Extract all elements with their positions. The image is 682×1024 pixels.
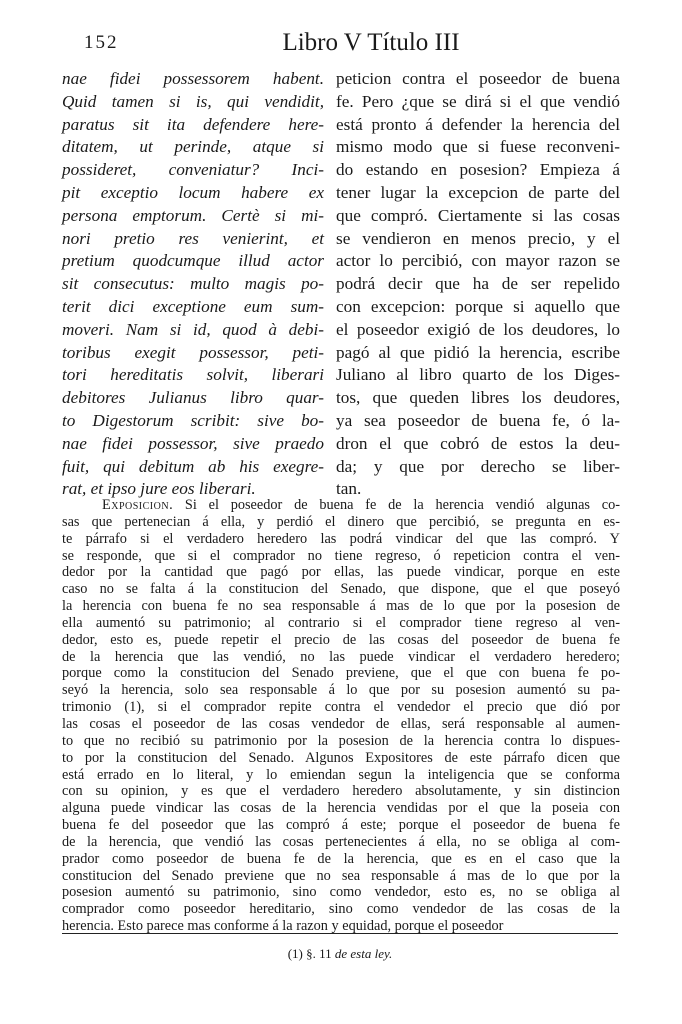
spanish-line: que compró. Ciertamente si las cosas — [336, 205, 620, 225]
latin-line: moveri. Nam si id, quod à debi- — [62, 319, 324, 339]
latin-line: debitores Julianus libro quar- — [62, 388, 324, 408]
footnote-source: de esta ley. — [334, 946, 393, 961]
latin-line: persona emptorum. Certè si mi- — [62, 205, 324, 225]
footnote-divider — [62, 933, 618, 934]
latin-line: terit dici exceptione eum sum- — [62, 296, 324, 316]
spanish-line: actor lo percibió, con mayor razon se — [336, 251, 620, 271]
spanish-line: ya sea poseedor de buena fe, ó la- — [336, 410, 620, 430]
commentary-line: seyó la herencia, solo sea responsable á lo que por su posesion aumentó su pa- — [62, 682, 620, 699]
spanish-line: do estando en posesion? Empieza á — [336, 160, 620, 180]
spanish-line: da; y que por derecho se liber- — [336, 456, 620, 476]
commentary-line: buena fe del poseedor que las compró á este; porque el poseedor de buena fe — [62, 817, 620, 834]
latin-line: to Digestorum scribit: sive bo- — [62, 410, 324, 430]
commentary-block — [62, 497, 620, 935]
page-number: 152 — [84, 32, 119, 53]
commentary-line: dedor, esto es, puede repetir el precio de las cosas del poseedor de buena fe — [62, 631, 620, 648]
latin-line: tori hereditatis solvit, liberari — [62, 365, 324, 385]
commentary-line — [62, 497, 620, 514]
commentary-line: alguna puede vindicar las cosas de la herencia vendidas por el que la poseia con — [62, 800, 620, 817]
latin-line: toribus exegit possessor, peti- — [62, 342, 324, 362]
latin-line: rat, et ipso jure eos liberari. — [62, 479, 256, 499]
latin-text-column — [62, 68, 324, 501]
latin-line: ditatem, ut perinde, atque si — [62, 137, 324, 157]
footnote — [62, 946, 618, 962]
commentary-line: dedor por la cantidad que pagó por ellas, las puede vindicar, porque en este — [62, 564, 620, 581]
spanish-line: mismo modo que si fuese reconveni- — [336, 137, 620, 157]
commentary-line: se responde, que si el comprador no tiene regreso, ó repeticion contra el ven- — [62, 547, 620, 564]
latin-line: pretium quodcumque illud actor — [62, 251, 324, 271]
commentary-line: herencia. Esto parece mas conforme á la razon y equidad, porque el poseedor — [62, 918, 504, 935]
commentary-line: prador como poseedor de buena fe de la herencia, que es en el caso que la — [62, 850, 620, 867]
commentary-line: trimonio (1), si el comprador repite contra el vendedor el precio que dió por — [62, 699, 620, 716]
latin-line: nae fidei possessorem habent. — [62, 69, 324, 88]
spanish-line: el poseedor exigió de los deudores, lo — [336, 319, 620, 339]
spanish-translation-column — [336, 68, 620, 501]
commentary-line: está errado en lo literal, y lo emiendan segun la inteligencia que se conforma — [62, 766, 620, 783]
spanish-line: con excepcion: porque si aquello que — [336, 296, 620, 316]
commentary-line: la herencia con buena fe no sea responsable á mas de lo que por la posesion de — [62, 598, 620, 615]
latin-line: paratus sit ita defendere here- — [62, 114, 324, 134]
latin-line: fuit, qui debitum ab his exegre- — [62, 456, 324, 476]
spanish-line: dron el que cobró de estos la deu- — [336, 433, 620, 453]
commentary-line: las cosas el poseedor de las cosas vendedor de ellas, será responsable al aumen- — [62, 715, 620, 732]
latin-line: possideret, conveniatur? Inci- — [62, 160, 324, 180]
spanish-line: tos, que queden libres los deudores, — [336, 388, 620, 408]
running-title: Libro V Título III — [282, 29, 460, 56]
footnote-marker: (1) §. 11 — [287, 946, 332, 961]
commentary-line: de la herencia, que vendió las cosas pertenecientes á ella, no se obliga al com- — [62, 833, 620, 850]
spanish-line: Juliano al libro quarto de los Diges- — [336, 365, 620, 385]
spanish-line: se vendieron en menos precio, y el — [336, 228, 620, 248]
spanish-line: fe. Pero ¿que se dirá si el que vendió — [336, 91, 620, 111]
commentary-line: caso no se falta á la constitucion del Senado, que dispone, que el que poseyó — [62, 581, 620, 598]
latin-line: nae fidei possessor, sive praedo — [62, 433, 324, 453]
commentary-line: posesion aumentó su patrimonio, sino como vendedor, esto es, no se obliga al — [62, 884, 620, 901]
latin-line: pit exceptio locum habere ex — [62, 182, 324, 202]
spanish-line: tan. — [336, 479, 362, 499]
commentary-line: comprador como poseedor hereditario, sino como vendedor de las cosas de la — [62, 901, 620, 918]
commentary-first-line: Si el poseedor de buena fe de la herencia vendió algunas co- — [184, 497, 620, 513]
spanish-line: pagó al que pidió la herencia, escribe — [336, 342, 620, 362]
commentary-line: to por la constitucion del Senado. Algunos Expositores de este párrafo dicen que — [62, 749, 620, 766]
latin-line: Quid tamen si is, qui vendidit, — [62, 91, 324, 111]
spanish-line: tener lugar la excepcion de parte del — [336, 182, 620, 202]
commentary-line: porque como la constitucion del Senado previene, que el que con buena fe po- — [62, 665, 620, 682]
commentary-line: de la herencia que las vendió, no las puede vindicar el verdadero heredero; — [62, 648, 620, 665]
page-header — [84, 28, 618, 58]
latin-line: sit consecutus: multo magis po- — [62, 274, 324, 294]
spanish-line: peticion contra el poseedor de buena — [336, 69, 620, 88]
commentary-line: constitucion del Senado previene que no sea responsable á mas de lo que por la — [62, 867, 620, 884]
commentary-line: ella aumentó su patrimonio; al contrario si el comprador tiene regreso al ven- — [62, 614, 620, 631]
spanish-line: está pronto á defender la herencia del — [336, 114, 620, 134]
commentary-line: to que no recibió su patrimonio por la posesion de la herencia contra lo dispues- — [62, 732, 620, 749]
commentary-line: con su opinion, y es que el verdadero heredero absolutamente, y sin distincion — [62, 783, 620, 800]
commentary-line: sas que pertenecian á ella, y perdió el dinero que percibió, se pregunta en es- — [62, 513, 620, 530]
latin-line: nori pretio res venierint, et — [62, 228, 324, 248]
spanish-line: podrá decir que ha de ser repelido — [336, 274, 620, 294]
commentary-label: Exposicion. — [102, 497, 174, 513]
commentary-line: te párrafo si el verdadero heredero las podrá vindicar del que las compró. Y — [62, 530, 620, 547]
